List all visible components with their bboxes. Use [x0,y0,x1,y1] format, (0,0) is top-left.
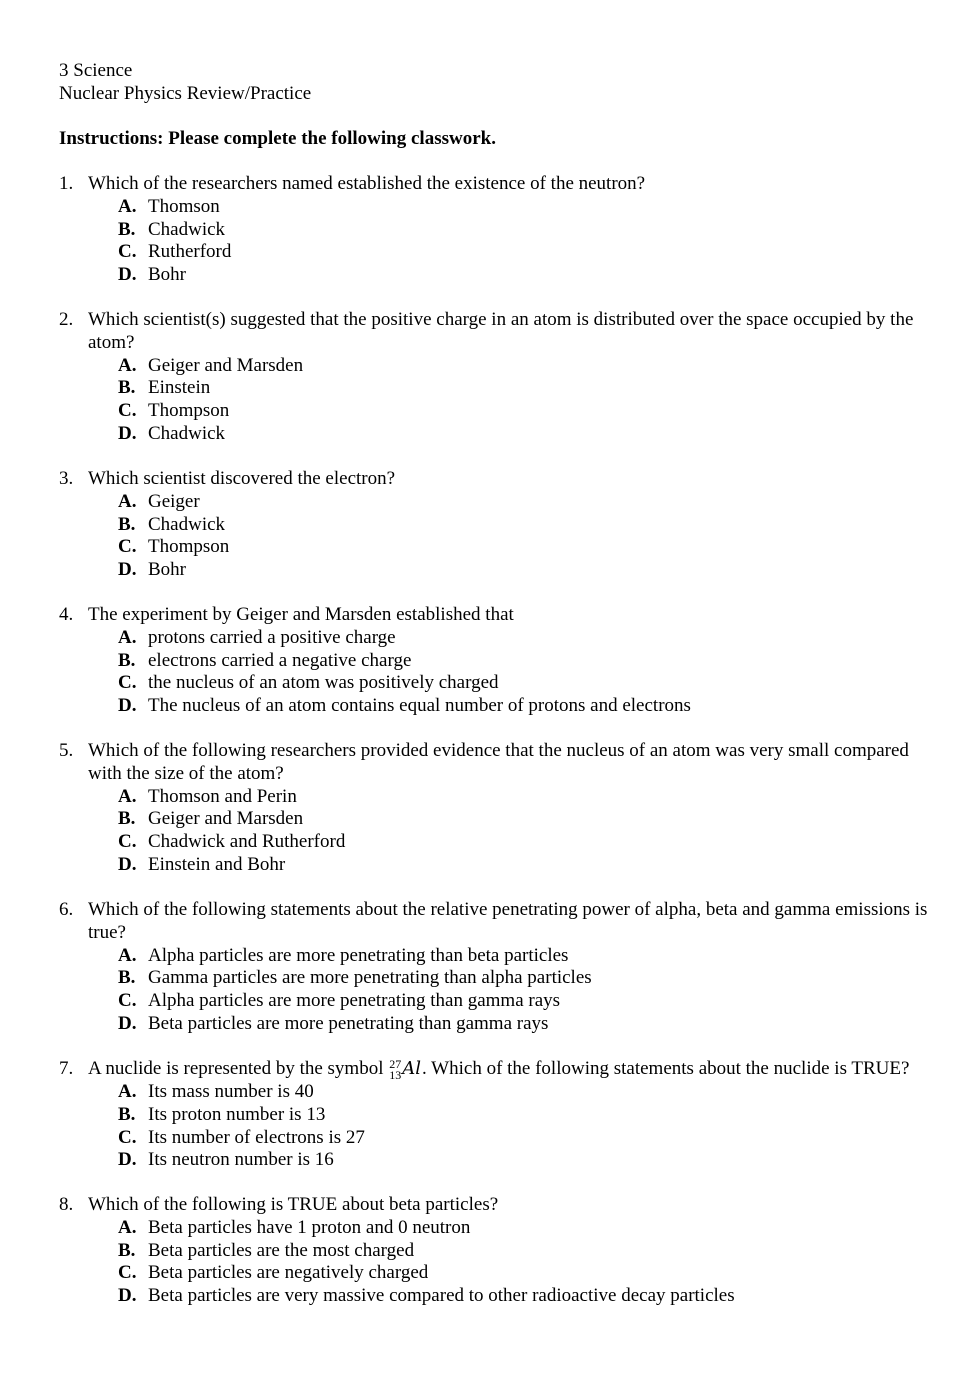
question-number: 6. [59,899,74,920]
question-number: 7. [59,1058,74,1079]
question-number: 8. [59,1194,74,1215]
option-a: A. Geiger and Marsden [118,354,304,376]
option-a: A. Alpha particles are more penetrating than beta particles [118,944,569,966]
question-7 [59,1058,929,1172]
option-c: C. Rutherford [118,241,232,263]
question-5 [59,740,929,877]
option-d: D. Beta particles are more penetrating than gamma rays [118,1012,549,1034]
option-c: C. Its number of electrons is 27 [118,1126,365,1148]
question-8 [59,1194,929,1308]
option-d: D. Bohr [118,264,186,286]
question-text: The experiment by Geiger and Marsden established that [88,604,514,625]
option-c: C. Beta particles are negatively charged [118,1262,429,1284]
mass-number: 27 [389,1056,402,1071]
question-text: Which scientist(s) suggested that the positive charge in an atom is distributed over the space occupied by the atom? [88,309,914,353]
course-name: 3 Science [59,60,133,81]
atomic-number: 13 [389,1067,402,1082]
option-b: B. Beta particles are the most charged [118,1239,415,1261]
option-a: A. Geiger [118,490,200,512]
option-d: D. Its neutron number is 16 [118,1149,334,1171]
question-1 [59,173,929,287]
option-b: B. Its proton number is 13 [118,1103,326,1125]
nuclide-symbol [389,1058,421,1081]
option-c: C. Thompson [118,536,230,558]
option-b: B. Geiger and Marsden [118,808,304,830]
option-d: D. The nucleus of an atom contains equal number of protons and electrons [118,695,691,717]
option-a: A. Beta particles have 1 proton and 0 neutron [118,1216,471,1238]
question-text: Which of the following statements about the relative penetrating power of alpha, beta and gamma emissions is true? [88,899,928,943]
header [59,60,311,106]
question-number: 4. [59,604,74,625]
question-text: A nuclide is represented by the symbol 27 13 Al . Which of the following statements about the nuclide is TRUE? [88,1056,910,1082]
element-symbol: Al [402,1058,422,1080]
question-text: Which scientist discovered the electron? [88,468,396,489]
option-b: B. electrons carried a negative charge [118,649,412,671]
question-4 [59,604,929,718]
question-text: Which of the following is TRUE about beta particles? [88,1194,499,1215]
option-b: B. Gamma particles are more penetrating than alpha particles [118,967,592,989]
option-c: C. the nucleus of an atom was positively charged [118,672,499,694]
question-2 [59,309,929,446]
option-b: B. Einstein [118,377,211,399]
question-3 [59,468,929,582]
question-number: 5. [59,740,74,761]
instructions: Instructions: Please complete the following classwork. [59,128,496,149]
question-text: Which of the researchers named established the existence of the neutron? [88,173,646,194]
option-c: C. Alpha particles are more penetrating than gamma rays [118,990,561,1012]
option-d: D. Bohr [118,559,186,581]
option-c: C. Chadwick and Rutherford [118,831,346,853]
option-c: C. Thompson [118,400,230,422]
question-number: 2. [59,309,74,330]
option-a: A. protons carried a positive charge [118,626,396,648]
option-d: D. Chadwick [118,422,226,444]
option-d: D. Einstein and Bohr [118,853,286,875]
option-a: A. Thomson and Perin [118,785,297,807]
option-a: A. Thomson [118,195,220,217]
option-b: B. Chadwick [118,218,226,240]
option-b: B. Chadwick [118,513,226,535]
worksheet-title: Nuclear Physics Review/Practice [59,82,312,104]
option-d: D. Beta particles are very massive compared to other radioactive decay particles [118,1285,735,1307]
option-a: A. Its mass number is 40 [118,1081,314,1103]
question-text: Which of the following researchers provided evidence that the nucleus of an atom was very small compared with the size of the atom? [88,740,909,784]
question-number: 3. [59,468,74,489]
question-6 [59,899,929,1036]
question-number: 1. [59,173,74,194]
